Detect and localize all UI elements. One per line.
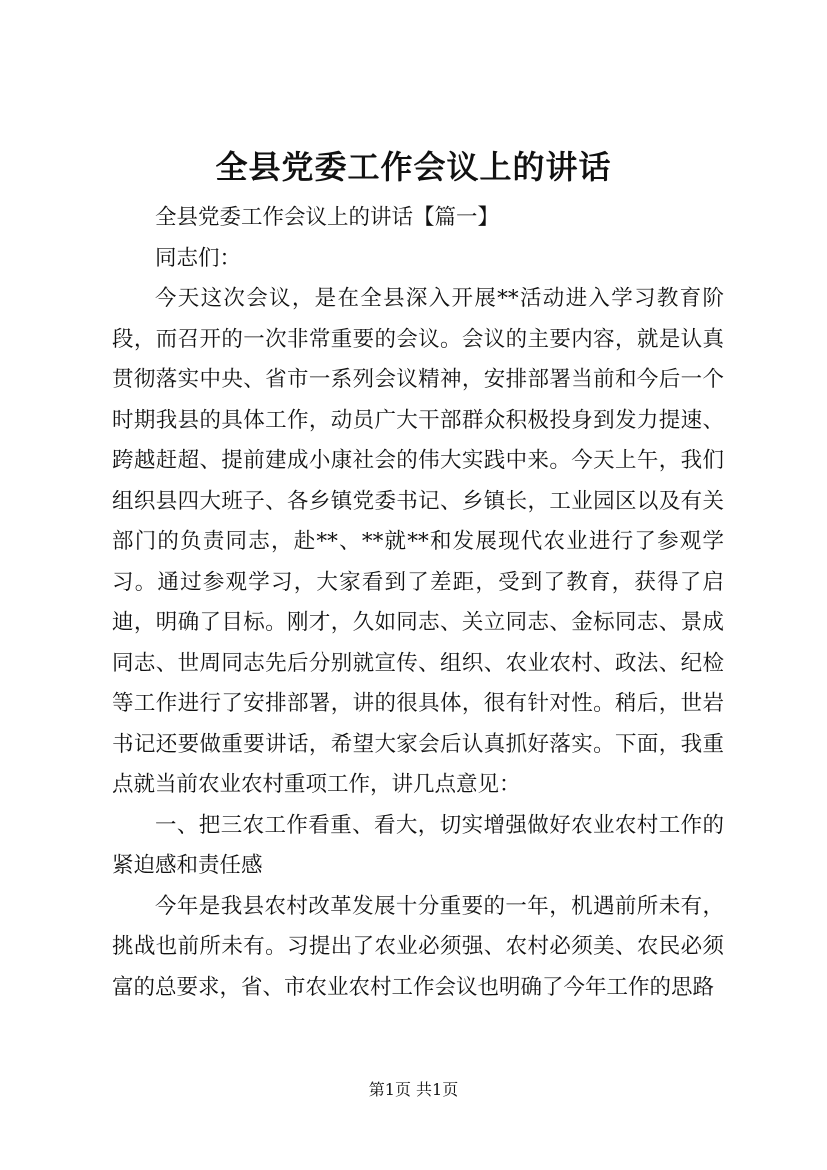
salutation-paragraph: 同志们： [155,245,242,271]
subtitle-paragraph: 全县党委工作会议上的讲话【篇一】 [155,205,500,230]
document-body [112,198,724,1008]
body-paragraph: 今天这次会议，是在全县深入开展**活动进入学习教育阶段，而召开的一次非常重要的会议。会议的主要内容，就是认真贯彻落实中央、省市一系列会议精神，安排部署当前和今后一个时期我县的具体工作，动员广大干部群众积极投身到发力提速、跨越赶超、提前建成小康社会的伟大实践中来。今天上午，我们组织县四大班子、各乡镇党委书记、乡镇长，工业园区以及有关部门的负责同志，赴**、**就**和发展现代农业进行了参观学习。通过参观学习，大家看到了差距，受到了教育，获得了启迪，明确了目标。刚才，久如同志、关立同志、金标同志、景成同志、世周同志先后分别就宣传、组织、农业农村、政法、纪检等工作进行了安排部署，讲的很具体，很有针对性。稍后，世岩书记还要做重要讲话，希望大家会后认真抓好落实。下面，我重点就当前农业农村重项工作，讲几点意见： [112,286,724,797]
page-footer: 第1页 共1页 [368,1080,459,1099]
document-title: 全县党委工作会议上的讲话 [215,148,612,186]
section-heading-paragraph: 一、把三农工作看重、看大，切实增强做好农业农村工作的紧迫感和责任感 [112,812,724,878]
body-paragraph: 今年是我县农村改革发展十分重要的一年，机遇前所未有，挑战也前所未有。习提出了农业必须强、农村必须美、农民必须富的总要求，省、市农业农村工作会议也明确了今年工作的思路 [112,893,724,1000]
